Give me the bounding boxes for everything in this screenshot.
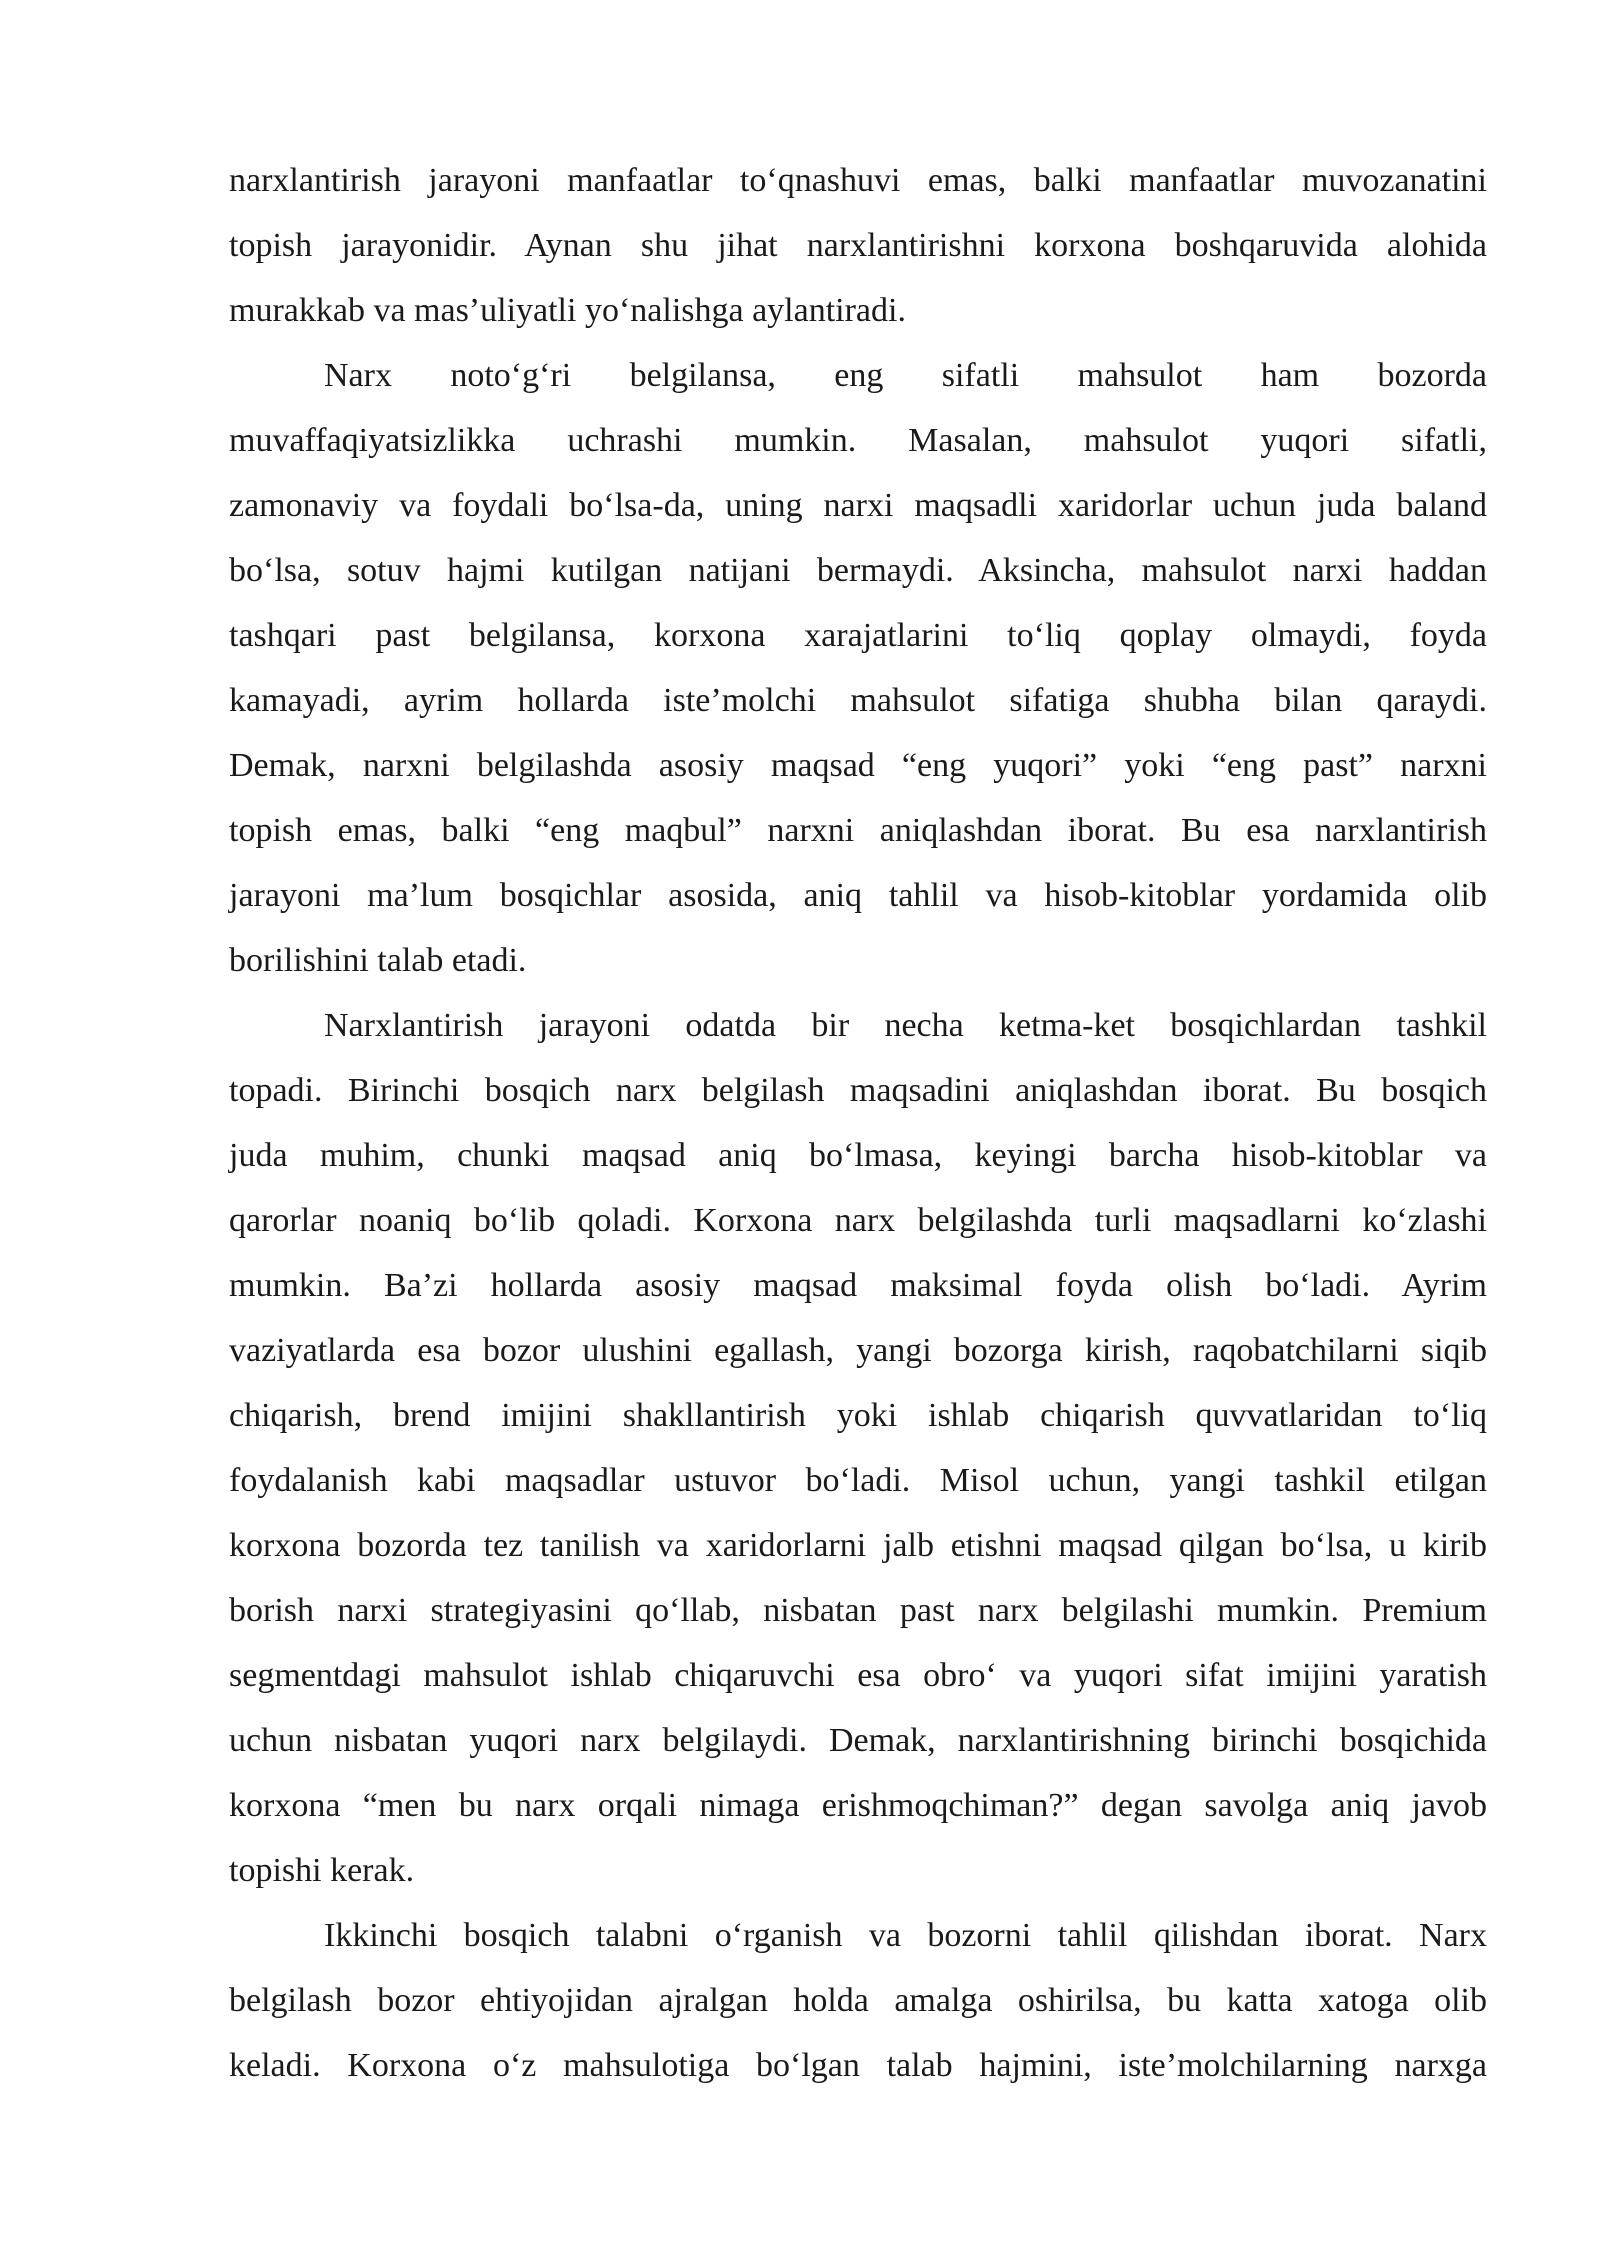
text-line: jarayoni ma’lum bosqichlar asosida, aniq tahlil va hisob-kitoblar yordamida olib <box>229 877 1487 914</box>
text-line: zamonaviy va foydali bo‘lsa-da, uning narxi maqsadli xaridorlar uchun juda baland <box>229 487 1487 524</box>
text-line: bo‘lsa, sotuv hajmi kutilgan natijani bermaydi. Aksincha, mahsulot narxi haddan <box>229 552 1487 589</box>
paragraph <box>229 993 1487 1903</box>
text-line: segmentdagi mahsulot ishlab chiqaruvchi esa obro‘ va yuqori sifat imijini yaratish <box>229 1657 1487 1694</box>
text-line: topishi kerak. <box>229 1852 415 1889</box>
text-line: kamayadi, ayrim hollarda iste’molchi mahsulot sifatiga shubha bilan qaraydi. <box>229 682 1487 719</box>
text-line: topadi. Birinchi bosqich narx belgilash maqsadini aniqlashdan iborat. Bu bosqich <box>229 1072 1487 1109</box>
text-line: korxona bozorda tez tanilish va xaridorlarni jalb etishni maqsad qilgan bo‘lsa, u kirib <box>229 1527 1487 1564</box>
text-line: chiqarish, brend imijini shakllantirish yoki ishlab chiqarish quvvatlaridan to‘liq <box>229 1397 1487 1434</box>
text-line: mumkin. Ba’zi hollarda asosiy maqsad maksimal foyda olish bo‘ladi. Ayrim <box>229 1267 1487 1304</box>
text-line: borish narxi strategiyasini qo‘llab, nisbatan past narx belgilashi mumkin. Premium <box>229 1592 1487 1629</box>
text-line: muvaffaqiyatsizlikka uchrashi mumkin. Masalan, mahsulot yuqori sifatli, <box>229 422 1487 459</box>
text-line: juda muhim, chunki maqsad aniq bo‘lmasa, keyingi barcha hisob-kitoblar va <box>229 1137 1487 1174</box>
text-line: belgilash bozor ehtiyojidan ajralgan holda amalga oshirilsa, bu katta xatoga olib <box>229 1982 1487 2019</box>
text-line: Ikkinchi bosqich talabni o‘rganish va bozorni tahlil qilishdan iborat. Narx <box>324 1917 1487 1954</box>
text-line: topish emas, balki “eng maqbul” narxni aniqlashdan iborat. Bu esa narxlantirish <box>229 812 1487 849</box>
text-line: murakkab va mas’uliyatli yo‘nalishga aylantiradi. <box>229 292 906 329</box>
text-line: korxona “men bu narx orqali nimaga erishmoqchiman?” degan savolga aniq javob <box>229 1787 1487 1824</box>
paragraph <box>229 1903 1487 2098</box>
text-line: foydalanish kabi maqsadlar ustuvor bo‘ladi. Misol uchun, yangi tashkil etilgan <box>229 1462 1487 1499</box>
text-line: uchun nisbatan yuqori narx belgilaydi. Demak, narxlantirishning birinchi bosqichida <box>229 1722 1487 1759</box>
text-line: narxlantirish jarayoni manfaatlar to‘qnashuvi emas, balki manfaatlar muvozanatini <box>229 162 1487 199</box>
text-line: Demak, narxni belgilashda asosiy maqsad “eng yuqori” yoki “eng past” narxni <box>229 747 1487 784</box>
text-line: Narx noto‘g‘ri belgilansa, eng sifatli mahsulot ham bozorda <box>324 357 1487 394</box>
body-text <box>229 148 1487 2098</box>
paragraph <box>229 343 1487 993</box>
text-line: vaziyatlarda esa bozor ulushini egallash, yangi bozorga kirish, raqobatchilarni siqib <box>229 1332 1487 1369</box>
text-line: qarorlar noaniq bo‘lib qoladi. Korxona narx belgilashda turli maqsadlarni ko‘zlashi <box>229 1202 1487 1239</box>
text-line: borilishini talab etadi. <box>229 942 527 979</box>
paragraph <box>229 148 1487 343</box>
text-line: Narxlantirish jarayoni odatda bir necha ketma-ket bosqichlardan tashkil <box>324 1007 1487 1044</box>
text-line: topish jarayonidir. Aynan shu jihat narxlantirishni korxona boshqaruvida alohida <box>229 227 1487 264</box>
text-line: keladi. Korxona o‘z mahsulotiga bo‘lgan talab hajmini, iste’molchilarning narxga <box>229 2047 1487 2084</box>
text-line: tashqari past belgilansa, korxona xarajatlarini to‘liq qoplay olmaydi, foyda <box>229 617 1487 654</box>
